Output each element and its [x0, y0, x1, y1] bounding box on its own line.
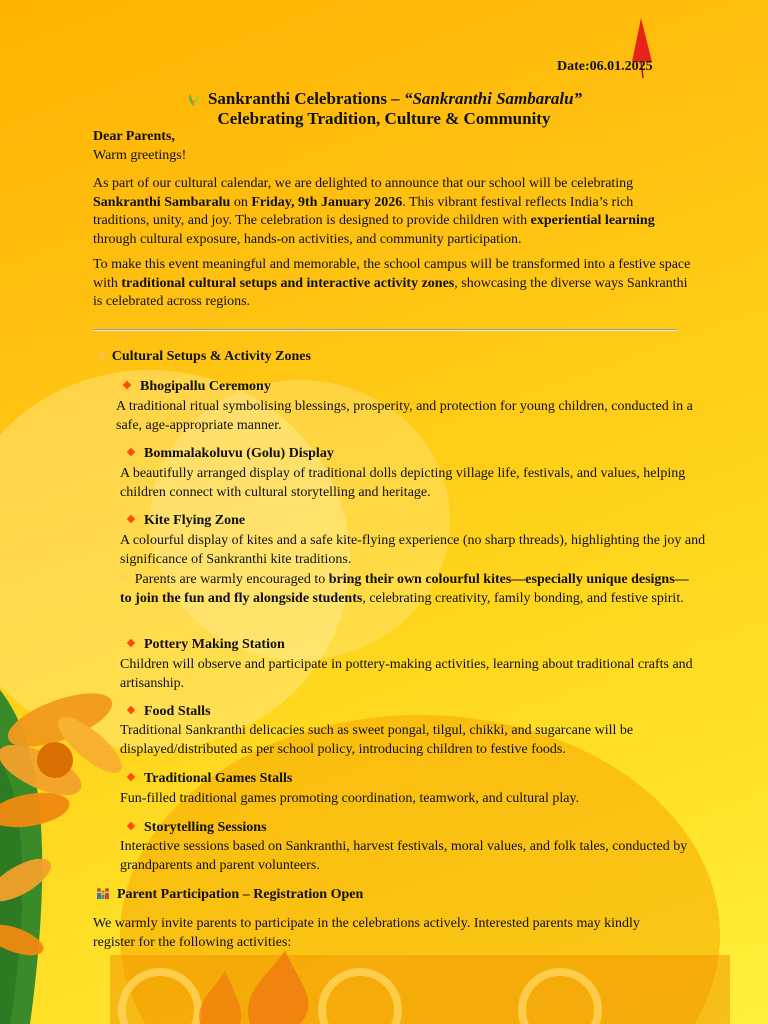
zone-title: Food Stalls	[128, 704, 211, 720]
kite-note: ☞ Parents are warmly encouraged to bring their own colourful kites—especially unique designs—to join the fun and fly alongside students, celebrating creativity, family bonding, and festive spirit.	[120, 572, 689, 606]
pointing-hand-icon: ☞	[120, 572, 131, 586]
diamond-bullet-icon	[123, 381, 131, 389]
title-prefix: Sankranthi Celebrations –	[207, 89, 404, 108]
zone-description: Interactive sessions based on Sankranthi, harvest festivals, moral values, and folk tales, conducted by grandparents and parent volunteers.	[120, 839, 688, 873]
zone-title: Bhogipallu Ceremony	[124, 379, 271, 395]
zone-title: Storytelling Sessions	[128, 820, 267, 836]
intro-paragraph-1: As part of our cultural calendar, we are delighted to announce that our school will be celebrating Sankranthi Sambaralu on Friday, 9th January 2026. This vibrant festival reflects India’s rich traditions, unity, and joy. The celebration is designed to provide children with experiential learning through cultural exposure, hands-on activities, and community participation.	[93, 176, 655, 247]
zone-title: Pottery Making Station	[128, 637, 285, 653]
zone-title: Bommalakoluvu (Golu) Display	[128, 446, 334, 462]
divider	[93, 329, 677, 331]
zone-description: A beautifully arranged display of traditional dolls depicting village life, festivals, and values, helping children connect with cultural storytelling and heritage.	[120, 466, 686, 500]
diamond-bullet-icon	[127, 773, 135, 781]
zones-heading: ☞ Cultural Setups & Activity Zones	[97, 349, 311, 364]
pointing-hand-icon: ☞	[97, 349, 108, 363]
zone-description: A colourful display of kites and a safe kite-flying experience (no sharp threads), highlighting the joy and significance of Sankranthi kite traditions.	[120, 533, 706, 567]
zone-title: Kite Flying Zone	[128, 513, 245, 529]
intro-paragraph-2: To make this event meaningful and memorable, the school campus will be transformed into a festive space with traditional cultural setups and interactive activity zones, showcasing the diverse ways Sankranthi is celebrated across regions.	[93, 257, 691, 309]
zone-description: Traditional Sankranthi delicacies such as sweet pongal, tilgul, chikki, and sugarcane will be displayed/distributed as per school policy, introducing children to festive foods.	[120, 723, 634, 757]
page-subtitle: Celebrating Tradition, Culture & Community	[217, 109, 551, 128]
zone-description: Fun-filled traditional games promoting coordination, teamwork, and cultural play.	[120, 791, 580, 806]
diamond-bullet-icon	[127, 822, 135, 830]
salutation: Dear Parents,	[93, 129, 175, 144]
leaf-icon	[186, 92, 200, 106]
date-label: Date:06.01.2025	[557, 59, 653, 74]
title-italic: “Sankranthi Sambaralu”	[403, 89, 583, 108]
diamond-bullet-icon	[127, 448, 135, 456]
family-icon	[95, 887, 111, 899]
participation-heading: Parent Participation – Registration Open	[95, 887, 363, 903]
diamond-bullet-icon	[127, 515, 135, 523]
page-title	[0, 89, 768, 109]
participation-text: We warmly invite parents to participate in the celebrations actively. Interested parents may kindly register for the following activities:	[93, 916, 640, 950]
zone-description: A traditional ritual symbolising blessings, prosperity, and protection for young children, conducted in a safe, age-appropriate manner.	[116, 399, 693, 433]
diamond-bullet-icon	[127, 706, 135, 714]
zone-description: Children will observe and participate in pottery-making activities, learning about traditional crafts and artisanship.	[120, 657, 693, 691]
zone-title: Traditional Games Stalls	[128, 771, 292, 787]
greeting-line: Warm greetings!	[93, 147, 187, 163]
greeting	[93, 128, 693, 165]
diamond-bullet-icon	[127, 639, 135, 647]
